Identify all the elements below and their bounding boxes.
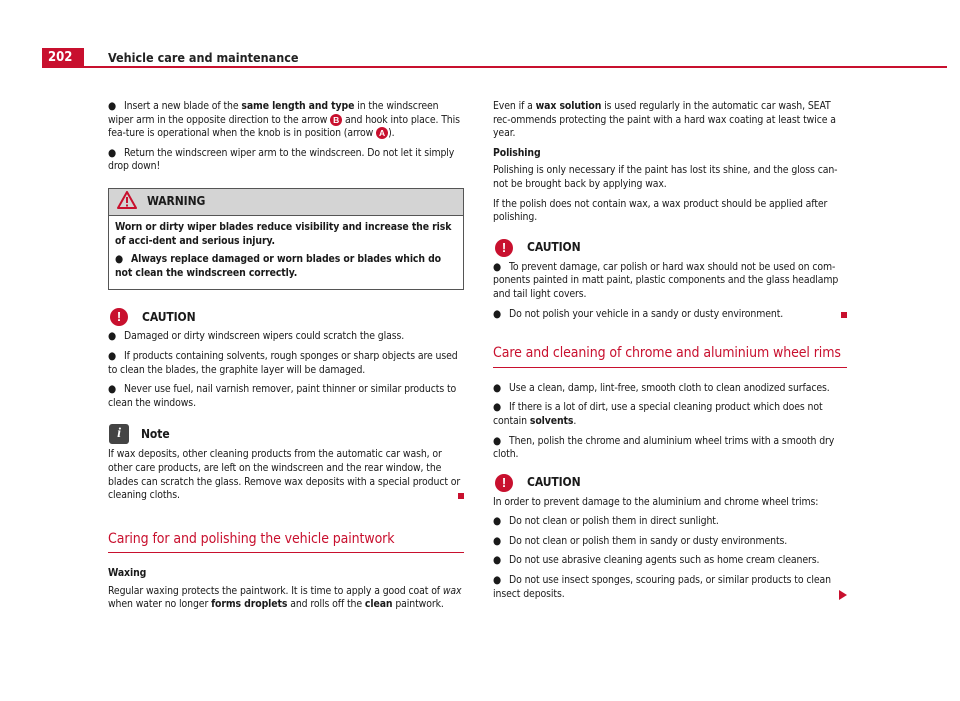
caution-notice <box>493 239 847 321</box>
warning-text: Worn or dirty wiper blades reduce visibility and increase the risk of acci-dent and serious injury. <box>115 220 452 247</box>
caution-title: CAUTION <box>527 474 581 489</box>
page-number: 202 <box>42 48 84 68</box>
exclamation-icon: ! <box>110 308 128 326</box>
polishing-text: If the polish does not contain wax, a wax product should be applied after polishing. <box>493 197 828 224</box>
subheading-waxing: Waxing <box>108 567 147 580</box>
warning-title: WARNING <box>147 194 206 209</box>
exclamation-icon: ! <box>495 474 513 492</box>
list-item: ● Do not clean or polish them in sandy or dusty environments. <box>493 534 788 547</box>
list-item: ● Do not use abrasive cleaning agents such as home cream cleaners. <box>493 554 820 567</box>
warning-box <box>108 188 464 290</box>
info-icon: i <box>109 424 129 444</box>
note-title: Note <box>141 426 170 441</box>
key-b-icon: B <box>330 114 342 126</box>
right-column <box>493 100 847 607</box>
note-notice <box>108 424 464 502</box>
note-text: If wax deposits, other cleaning products from the automatic car wash, or other care products, are left on the windscreen and the rear window, the blades can scratch the glass. Remove wax deposits with a special product or cleaning cloths. <box>108 448 464 502</box>
section-title-paintwork: Caring for and polishing the vehicle paintwork <box>108 533 464 554</box>
exclamation-icon: ! <box>495 239 513 257</box>
end-marker-icon <box>458 493 464 499</box>
end-marker-icon <box>841 312 847 318</box>
left-column <box>108 100 464 618</box>
caution-notice <box>493 474 847 602</box>
warning-triangle-icon <box>117 191 137 213</box>
list-item: ● If there is a lot of dirt, use a special cleaning product which does not contain solvents. <box>493 401 823 427</box>
list-item: ● Damaged or dirty windscreen wipers could scratch the glass. <box>108 330 405 343</box>
caution-intro: In order to prevent damage to the aluminium and chrome wheel trims: <box>493 495 819 508</box>
subheading-polishing: Polishing <box>493 146 541 159</box>
key-a-icon: A <box>376 127 388 139</box>
page-title: Vehicle care and maintenance <box>108 50 299 65</box>
list-item: ● To prevent damage, car polish or hard wax should not be used on com-ponents painted in matt paint, plastic components and the glass headlamp and tail light covers. <box>493 260 839 300</box>
polishing-text: Polishing is only necessary if the paint has lost its shine, and the gloss can-not be brought back by applying wax. <box>493 164 838 190</box>
caution-notice <box>108 308 464 410</box>
waxing-text: Regular waxing protects the paintwork. It is time to apply a good coat of wax when water no longer forms droplets and rolls off the clean paintwork. <box>108 584 462 611</box>
list-item: ● Then, polish the chrome and aluminium wheel trims with a smooth dry cloth. <box>493 434 835 461</box>
list-item: ● Return the windscreen wiper arm to the windscreen. Do not let it simply drop down! <box>108 146 455 173</box>
list-item: ● If products containing solvents, rough sponges or sharp objects are used to clean the blades, the graphite layer will be damaged. <box>108 349 458 376</box>
warning-text: ● Always replace damaged or worn blades or blades which do not clean the windscreen correctly. <box>115 253 441 279</box>
list-item: ● Insert a new blade of the same length and type in the windscreen wiper arm in the opposite direction to the arrow B and hook into place. This fea-ture is operational when the knob is in position (arrow A ). <box>108 100 460 140</box>
header-rule <box>84 66 947 68</box>
list-item: ● Use a clean, damp, lint-free, smooth cloth to clean anodized surfaces. <box>493 381 830 394</box>
continue-arrow-icon <box>839 590 847 600</box>
list-item: ● Do not clean or polish them in direct sunlight. <box>493 515 719 528</box>
wax-paragraph: Even if a wax solution is used regularly in the automatic car wash, SEAT rec-ommends protecting the paint with a hard wax coating at least twice a year. <box>493 100 836 140</box>
section-title-wheel-rims: Care and cleaning of chrome and aluminium wheel rims <box>493 347 847 368</box>
list-item: ● Do not use insect sponges, scouring pads, or similar products to clean insect deposits. <box>493 574 847 601</box>
list-item: ● Never use fuel, nail varnish remover, paint thinner or similar products to clean the windows. <box>108 383 457 409</box>
caution-title: CAUTION <box>142 309 196 324</box>
caution-title: CAUTION <box>527 239 581 254</box>
list-item: ● Do not polish your vehicle in a sandy or dusty environment. <box>493 308 847 322</box>
